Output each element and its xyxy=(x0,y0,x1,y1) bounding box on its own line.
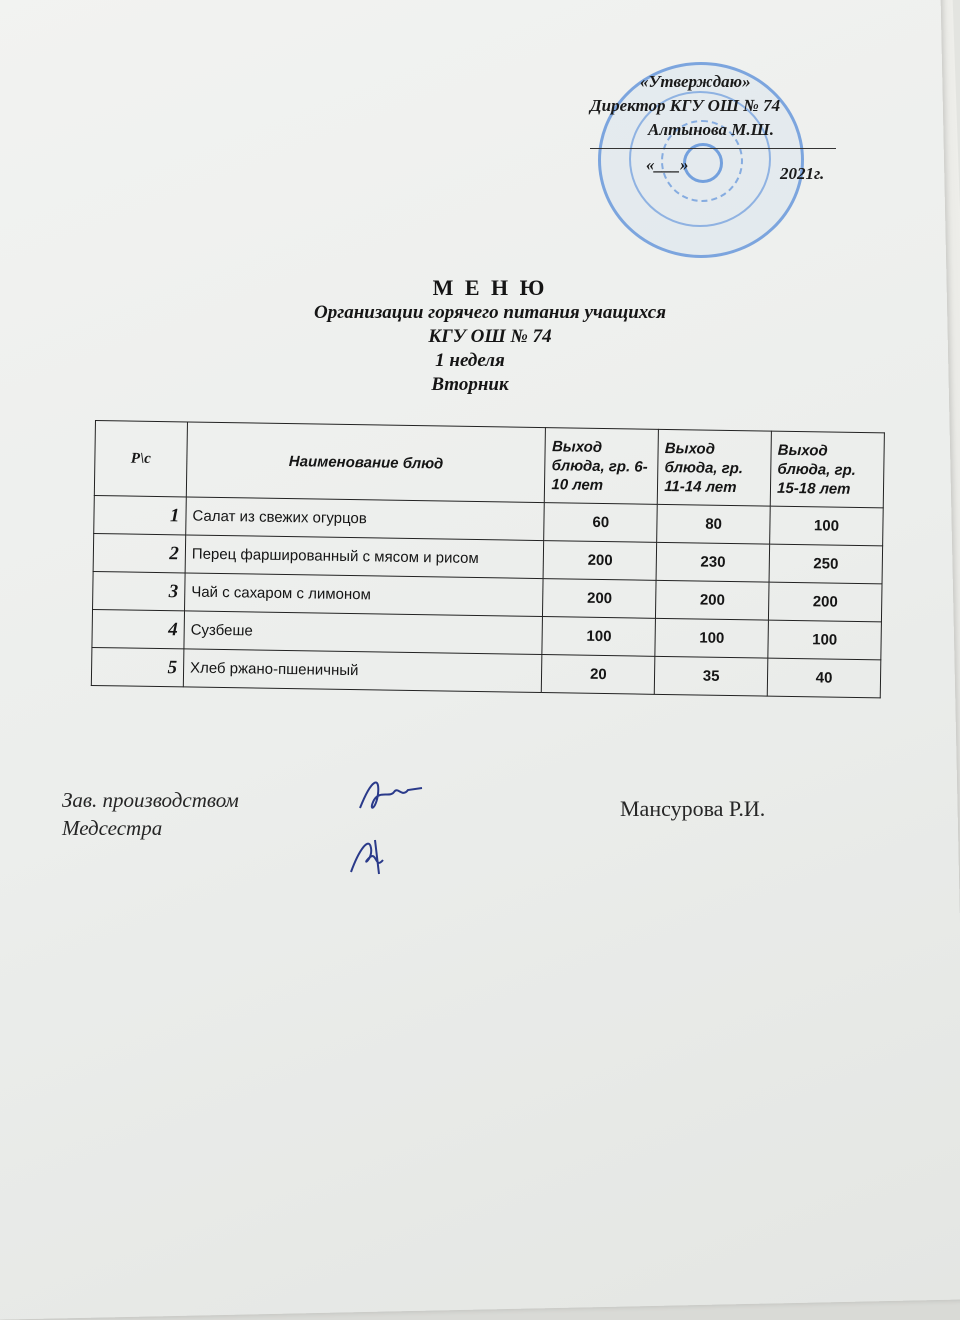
header-yield-15-18: Выход блюда, гр. 15-18 лет xyxy=(770,431,884,508)
dish-name: Сузбеше xyxy=(184,611,543,655)
row-number: 5 xyxy=(91,647,184,686)
yield-6-10: 200 xyxy=(543,579,656,619)
header-num: Р\с xyxy=(94,421,187,497)
approval-block xyxy=(590,70,860,183)
approval-title: «Утверждаю» xyxy=(640,72,751,91)
yield-15-18: 100 xyxy=(768,620,881,660)
school-name: КГУ ОШ № 74 xyxy=(428,326,552,347)
yield-6-10: 60 xyxy=(544,503,657,543)
yield-15-18: 250 xyxy=(769,544,882,584)
yield-11-14: 100 xyxy=(655,618,768,658)
role-nurse: Медсестра xyxy=(62,816,163,840)
document-header xyxy=(220,275,760,397)
role-production-head: Зав. производством xyxy=(62,788,239,812)
yield-6-10: 200 xyxy=(543,541,656,581)
dish-name: Перец фаршированный с мясом и рисом xyxy=(185,535,544,579)
signature-nurse xyxy=(345,830,405,880)
header-yield-6-10: Выход блюда, гр. 6-10 лет xyxy=(545,428,659,505)
header-dish-name: Наименование блюд xyxy=(186,422,546,503)
yield-11-14: 80 xyxy=(657,504,770,544)
header-yield-11-14: Выход блюда, гр. 11-14 лет xyxy=(657,429,771,506)
approval-year: 2021г. xyxy=(780,164,825,183)
approval-director: Директор КГУ ОШ № 74 xyxy=(590,96,781,115)
dish-name: Чай с сахаром с лимоном xyxy=(184,573,543,617)
dish-name: Салат из свежих огурцов xyxy=(186,497,545,541)
row-number: 3 xyxy=(93,571,186,610)
yield-6-10: 100 xyxy=(542,617,655,657)
yield-6-10: 20 xyxy=(542,655,655,695)
yield-11-14: 35 xyxy=(655,656,768,696)
row-number: 1 xyxy=(94,495,187,534)
yield-15-18: 40 xyxy=(767,658,880,698)
yield-15-18: 200 xyxy=(769,582,882,622)
dish-name: Хлеб ржано-пшеничный xyxy=(183,649,542,693)
day-label: Вторник xyxy=(431,374,509,395)
signature-production-head xyxy=(350,770,430,820)
document-subtitle: Организации горячего питания учащихся xyxy=(313,302,667,323)
row-number: 2 xyxy=(93,533,186,572)
yield-15-18: 100 xyxy=(770,506,883,546)
week-label: 1 неделя xyxy=(435,350,505,371)
signatory-name: Мансурова Р.И. xyxy=(620,796,766,821)
yield-11-14: 200 xyxy=(656,580,769,620)
approval-date: «___» xyxy=(590,148,836,177)
menu-table xyxy=(91,420,885,698)
document-title: М Е Н Ю xyxy=(432,275,548,300)
approval-director-name: Алтынова М.Ш. xyxy=(648,120,775,139)
table-header-row xyxy=(94,421,884,508)
row-number: 4 xyxy=(92,609,185,648)
yield-11-14: 230 xyxy=(656,542,769,582)
